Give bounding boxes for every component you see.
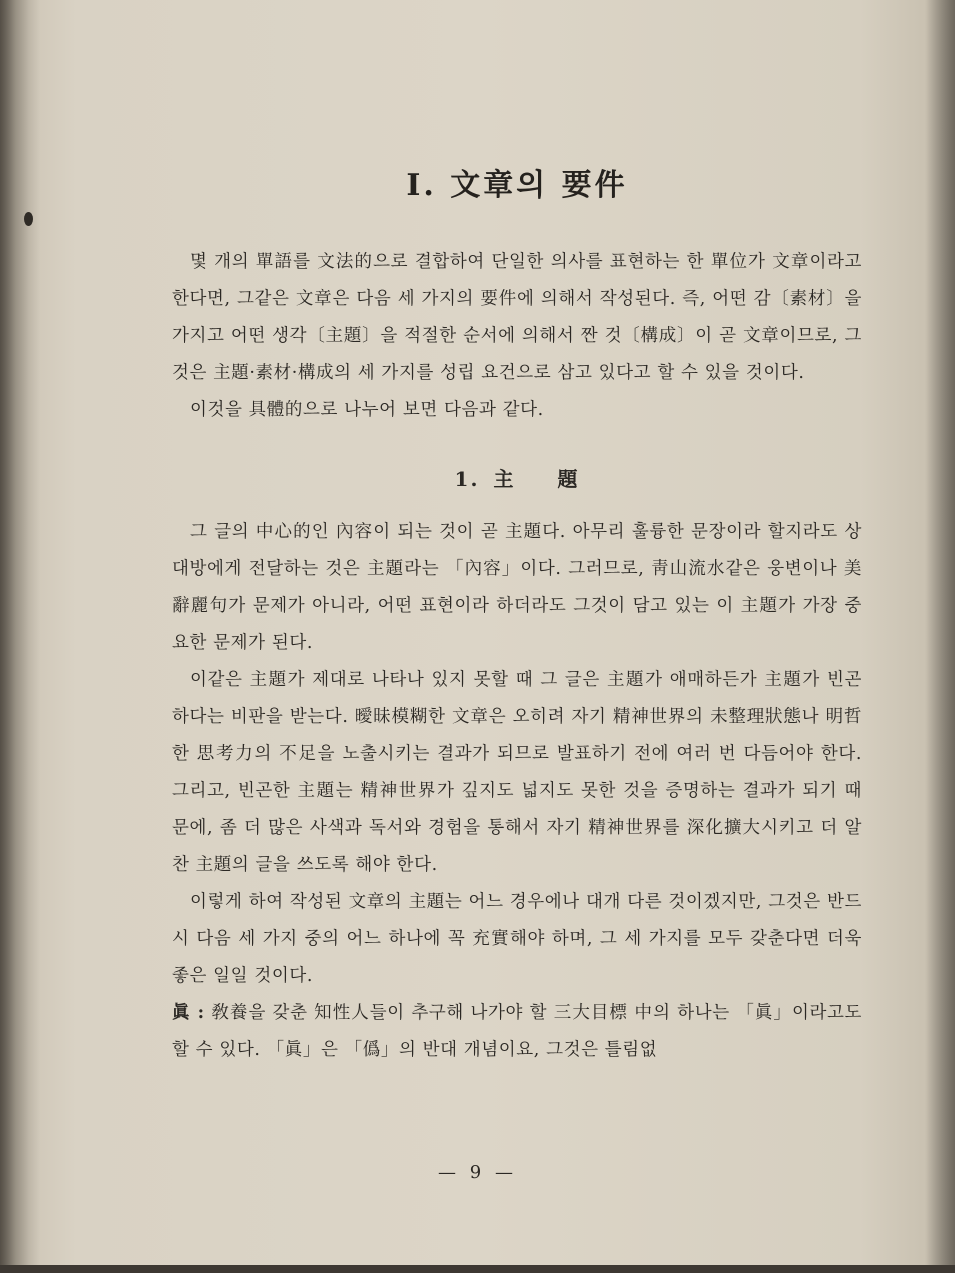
section-heading xyxy=(172,463,862,492)
intro-paragraph: 몇 개의 單語를 文法的으로 결합하여 단일한 의사를 표현하는 한 單位가 文章이라고 한다면, 그같은 文章은 다음 세 가지의 要件에 의해서 작성된다. 즉, 어떤 감〔素材〕을 가지고 어떤 생각〔主題〕을 적절한 순서에 의해서 짠 것〔構成〕이 곧 文章이므로, 그것은 主題·素材·構成의 세 가지를 성립 요건으로 삼고 있다고 할 수 있을 것이다. xyxy=(172,252,862,383)
definition-text: 敎養을 갖춘 知性人들이 추구해 나가야 할 三大目標 中의 하나는 「眞」이라고도 할 수 있다. 「眞」은 「僞」의 반대 개념이요, 그것은 틀림없 xyxy=(172,1003,862,1060)
section-number: 1. xyxy=(454,467,480,491)
section-title-char: 題 xyxy=(557,467,580,491)
body-paragraph: 그 글의 中心的인 內容이 되는 것이 곧 主題다. 아무리 훌륭한 문장이라 할지라도 상대방에게 전달하는 것은 主題라는 「內容」이다. 그러므로, 靑山流水같은 웅변이나 美辭麗句가 문제가 아니라, 어떤 표현이라 하더라도 그것이 담고 있는 이 主題가 가장 중요한 문제가 된다. xyxy=(172,522,862,653)
bottom-edge xyxy=(0,1265,955,1273)
body-paragraph: 이렇게 하여 작성된 文章의 主題는 어느 경우에나 대개 다른 것이겠지만, 그것은 반드시 다음 세 가지 중의 어느 하나에 꼭 充實해야 하며, 그 세 가지를 모두 갖춘다면 더욱 좋은 일일 것이다. xyxy=(172,892,862,986)
chapter-title: Ⅰ. 文章의 要件 xyxy=(406,168,628,203)
definition-term: 眞 : xyxy=(172,1003,205,1023)
definition-paragraph xyxy=(172,995,862,1069)
page-edge-shadow xyxy=(925,0,955,1273)
intro-paragraph: 이것을 具體的으로 나누어 보면 다음과 같다. xyxy=(190,400,544,420)
page-content xyxy=(172,160,862,1069)
body-paragraph: 이같은 主題가 제대로 나타나 있지 못할 때 그 글은 主題가 애매하든가 主題가 빈곤하다는 비판을 받는다. 曖昧模糊한 文章은 오히려 자기 精神世界의 未整理狀態나 明哲한 思考力의 不足을 노출시키는 결과가 되므로 발표하기 전에 여러 번 다듬어야 한다. 그리고, 빈곤한 主題는 精神世界가 깊지도 넓지도 못한 것을 증명하는 결과가 되기 때문에, 좀 더 많은 사색과 독서와 경험을 통해서 자기 精神世界를 深化擴大시키고 더 알찬 主題의 글을 쓰도록 해야 한다. xyxy=(172,670,862,875)
ink-speck xyxy=(24,212,33,226)
page-number: — 9 — xyxy=(438,1162,517,1183)
book-binding-shadow xyxy=(0,0,40,1273)
section-title-char: 主 xyxy=(493,467,516,491)
